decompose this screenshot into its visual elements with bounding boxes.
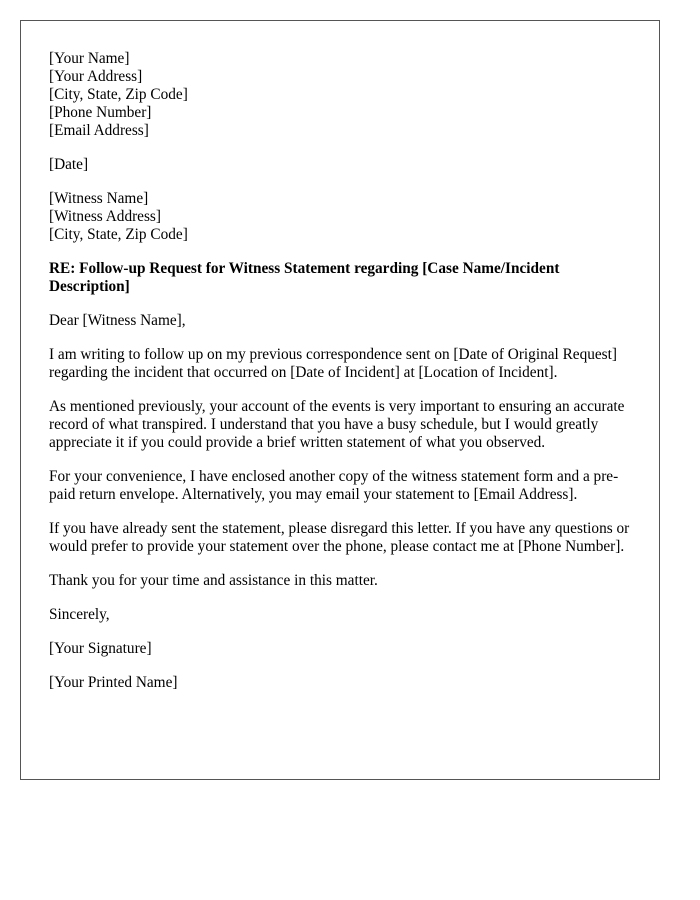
sender-address: [Your Address] <box>49 68 143 85</box>
body-paragraph-2: As mentioned previously, your account of the events is very important to ensuring an accurate record of what transpired. I understand that you have a busy schedule, but I would greatly appreciate it if you could provide a brief written statement of what you observed. <box>49 398 625 451</box>
sender-phone: [Phone Number] <box>49 104 152 121</box>
signature: [Your Signature] <box>49 640 152 657</box>
sender-city-state-zip: [City, State, Zip Code] <box>49 86 188 103</box>
closing: Sincerely, <box>49 606 110 623</box>
recipient-address: [Witness Address] <box>49 208 161 225</box>
printed-name: [Your Printed Name] <box>49 674 178 691</box>
body-paragraph-4: If you have already sent the statement, please disregard this letter. If you have any questions or would prefer to provide your statement over the phone, please contact me at [Phone Number]. <box>49 520 630 555</box>
body-paragraph-3: For your convenience, I have enclosed another copy of the witness statement form and a pre-paid return envelope. Alternatively, you may email your statement to [Email Address]. <box>49 468 619 503</box>
sender-name: [Your Name] <box>49 50 130 67</box>
letter-page <box>20 20 660 780</box>
sender-email: [Email Address] <box>49 122 149 139</box>
salutation: Dear [Witness Name], <box>49 312 186 329</box>
body-paragraph-1: I am writing to follow up on my previous correspondence sent on [Date of Original Request] regarding the incident that occurred on [Date of Incident] at [Location of Incident]. <box>49 346 617 381</box>
letter-date: [Date] <box>49 156 89 173</box>
recipient-name: [Witness Name] <box>49 190 149 207</box>
subject-line: RE: Follow-up Request for Witness Statement regarding [Case Name/Incident Description] <box>49 260 560 295</box>
sender-block <box>49 50 631 140</box>
date-block <box>49 156 631 174</box>
body-paragraph-5: Thank you for your time and assistance in this matter. <box>49 572 378 589</box>
recipient-block <box>49 190 631 244</box>
recipient-city-state-zip: [City, State, Zip Code] <box>49 226 188 243</box>
